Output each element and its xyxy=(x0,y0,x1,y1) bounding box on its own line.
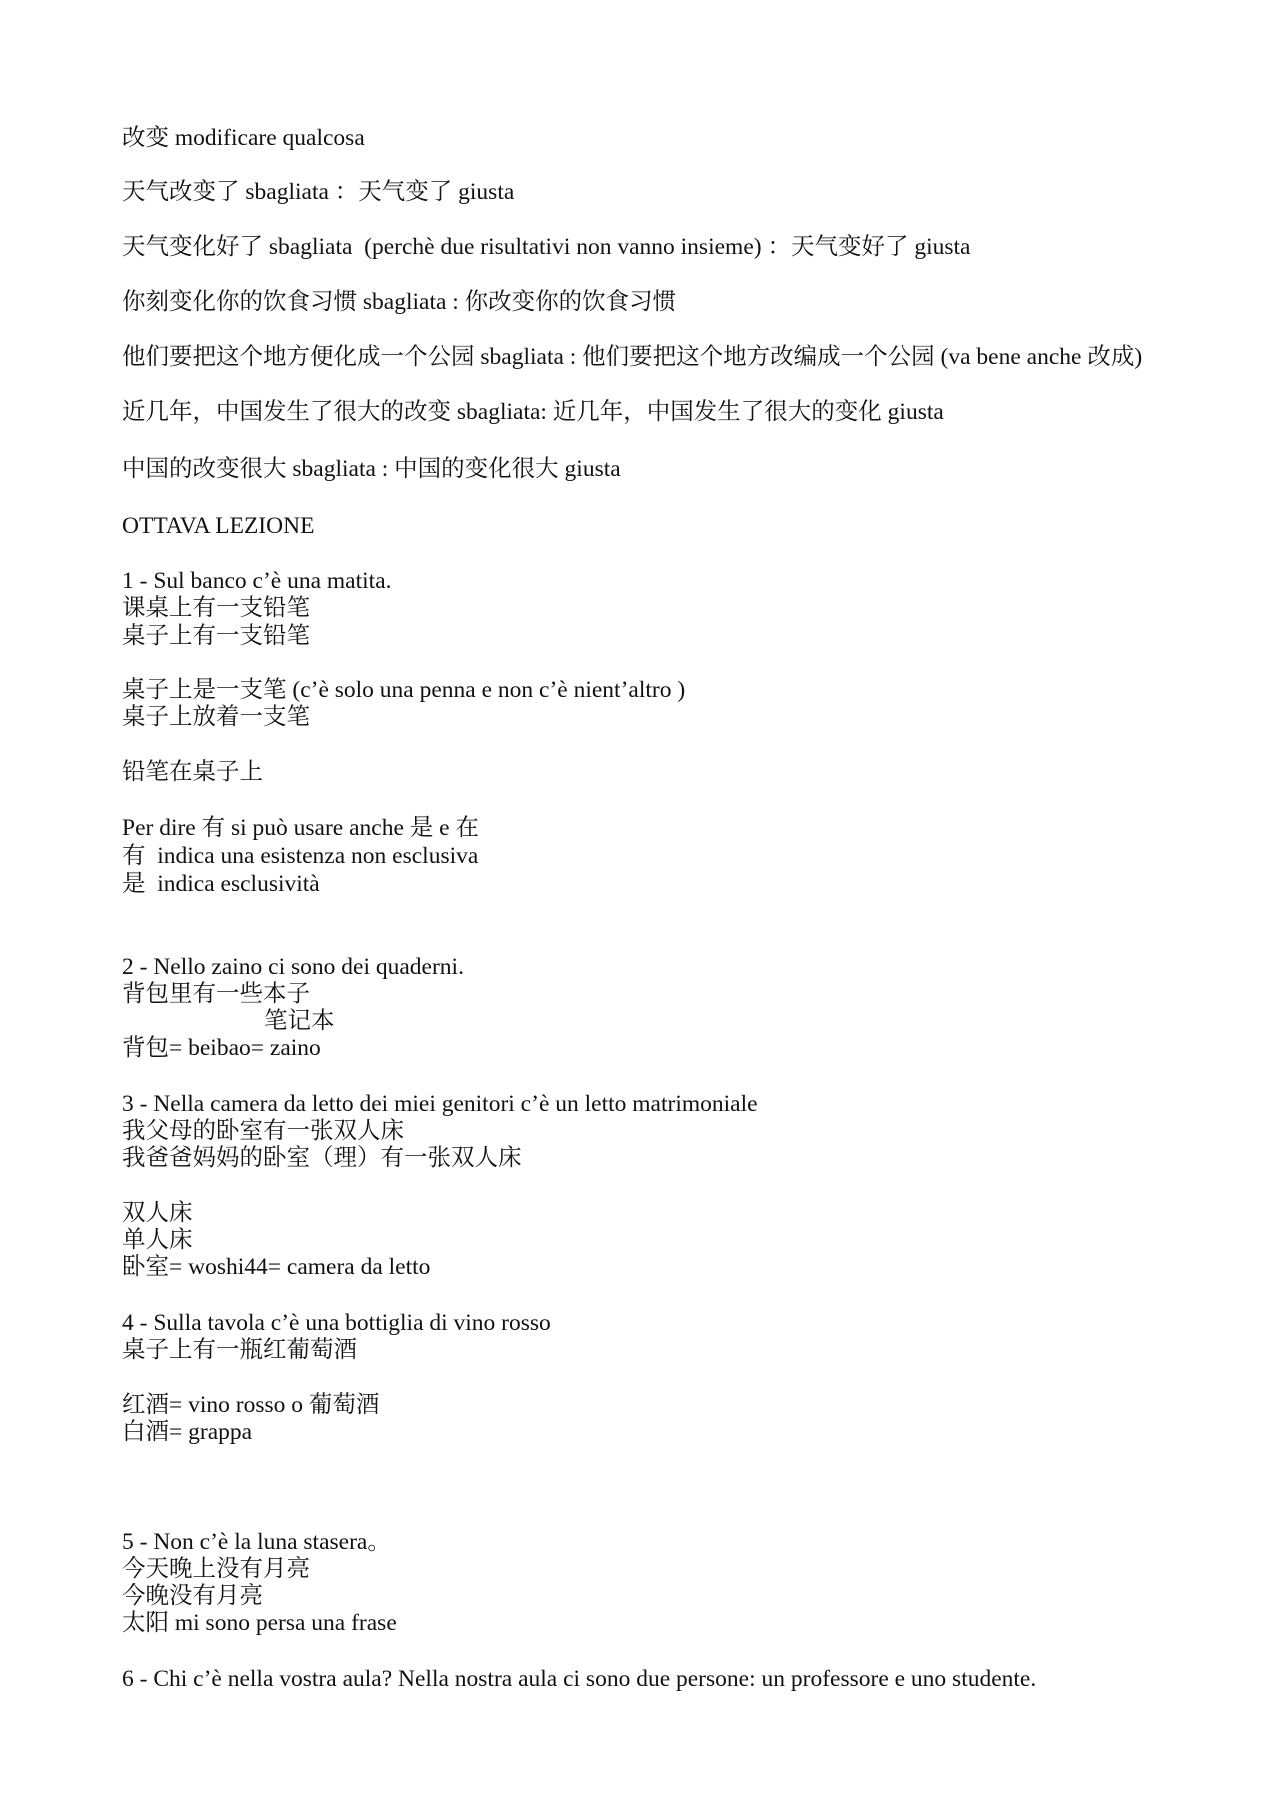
text-line: 近几年，中国发生了很大的改变 sbagliata: 近几年，中国发生了很大的变化 giusta xyxy=(122,399,944,425)
text-line: 卧室= woshi44= camera da letto xyxy=(122,1254,431,1280)
text-line: 中国的改变很大 sbagliata : 中国的变化很大 giusta xyxy=(122,456,621,482)
text-line: 天气改变了 sbagliata ：天气变了 giusta xyxy=(122,179,515,205)
text-line: 桌子上是一支笔 (c’è solo una penna e non c’è nient’altro ) xyxy=(122,677,686,703)
text-line: 课桌上有一支铅笔 xyxy=(122,595,310,621)
text-line: 红酒= vino rosso o 葡萄酒 xyxy=(122,1392,380,1418)
exercise-3-sentence: 3 - Nella camera da letto dei miei genitori c’è un letto matrimoniale xyxy=(122,1091,758,1117)
exercise-6-sentence: 6 - Chi c’è nella vostra aula? Nella nostra aula ci sono due persone: un professore e uno studente. xyxy=(122,1666,1037,1692)
text-line: 我爸爸妈妈的卧室（理）有一张双人床 xyxy=(122,1145,522,1171)
exercise-5-sentence: 5 - Non c’è la luna stasera。 xyxy=(122,1529,391,1555)
exercise-2-sentence: 2 - Nello zaino ci sono dei quaderni. xyxy=(122,954,464,980)
text-line: 笔记本 xyxy=(264,1008,335,1034)
text-line: 今天晚上没有月亮 xyxy=(122,1556,310,1582)
text-line: 背包= beibao= zaino xyxy=(122,1035,321,1061)
text-line: 桌子上有一瓶红葡萄酒 xyxy=(122,1337,357,1363)
text-line: 桌子上有一支铅笔 xyxy=(122,623,310,649)
text-line: 背包里有一些本子 xyxy=(122,981,310,1007)
exercise-1-sentence: 1 - Sul banco c’è una matita. xyxy=(122,568,392,594)
text-line: 桌子上放着一支笔 xyxy=(122,704,310,730)
text-line: 太阳 mi sono persa una frase xyxy=(122,1610,397,1636)
text-line: 有 indica una esistenza non esclusiva xyxy=(122,843,479,869)
text-line: Per dire 有 si può usare anche 是 e 在 xyxy=(122,815,479,841)
text-line: 你刻变化你的饮食习惯 sbagliata : 你改变你的饮食习惯 xyxy=(122,289,677,315)
text-line: 他们要把这个地方便化成一个公园 sbagliata : 他们要把这个地方改编成一个公园 (va bene anche 改成) xyxy=(122,344,1143,370)
text-line: 天气变化好了 sbagliata (perchè due risultativi non vanno insieme) ：天气变好了 giusta xyxy=(122,234,971,260)
text-line: 我父母的卧室有一张双人床 xyxy=(122,1118,404,1144)
text-line: 改变 modificare qualcosa xyxy=(122,125,365,151)
text-line: 铅笔在桌子上 xyxy=(122,759,263,785)
text-line: 是 indica esclusività xyxy=(122,871,320,897)
text-line: 白酒= grappa xyxy=(122,1419,253,1445)
text-line: 双人床 xyxy=(122,1200,193,1226)
exercise-4-sentence: 4 - Sulla tavola c’è una bottiglia di vino rosso xyxy=(122,1310,551,1336)
section-heading: OTTAVA LEZIONE xyxy=(122,513,315,539)
text-line: 今晚没有月亮 xyxy=(122,1583,263,1609)
text-line: 单人床 xyxy=(122,1227,193,1253)
